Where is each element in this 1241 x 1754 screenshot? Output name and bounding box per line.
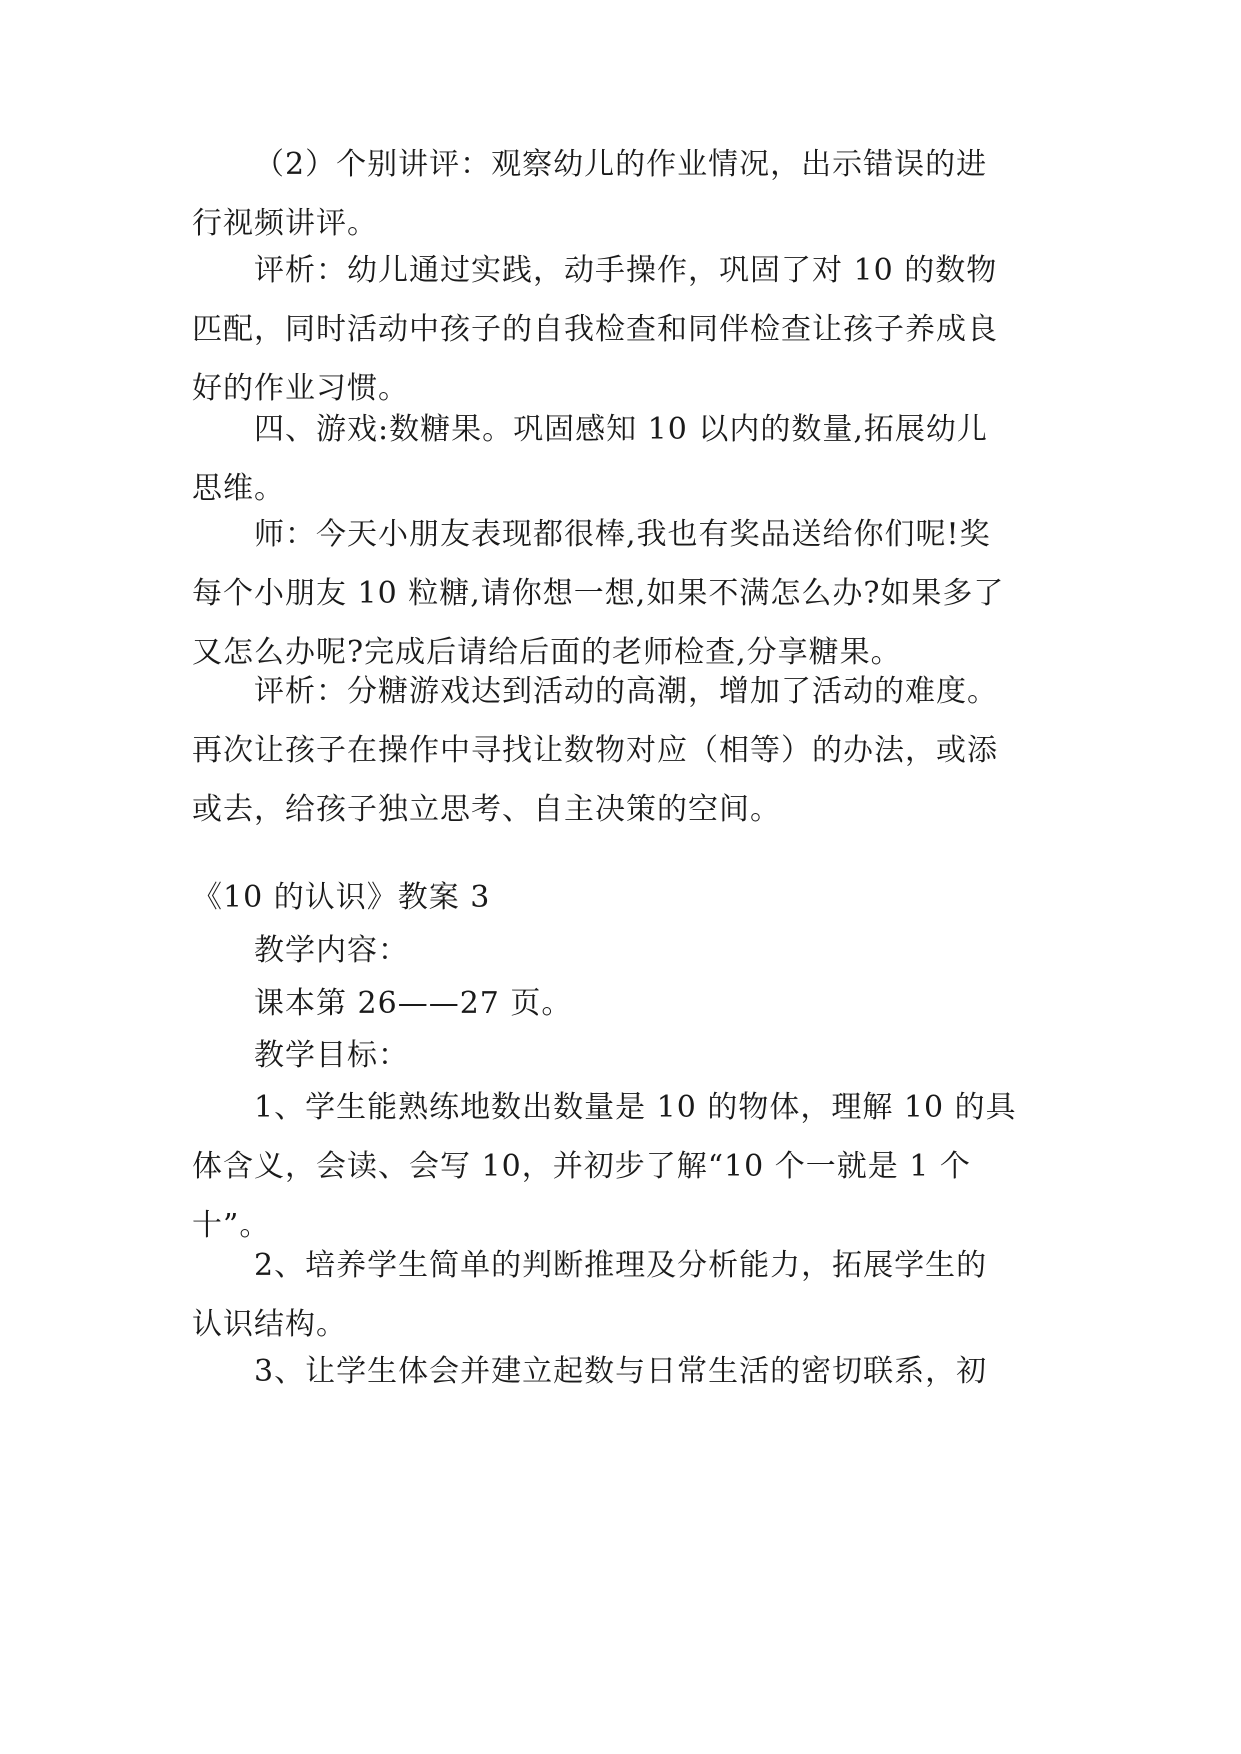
- text-line: 好的作业习惯。: [192, 371, 409, 406]
- text-line: 1、学生能熟练地数出数量是 10 的物体，理解 10 的具: [254, 1090, 1017, 1125]
- text-line: 课本第 26——27 页。: [254, 986, 573, 1021]
- paragraph-goal-3: [192, 1342, 1052, 1401]
- text-line: 又怎么办呢?完成后请给后面的老师检查,分享糖果。: [192, 635, 902, 670]
- text-line: 3、让学生体会并建立起数与日常生活的密切联系，初: [254, 1354, 988, 1389]
- text-line: 十”。: [192, 1208, 271, 1243]
- text-line: 每个小朋友 10 粒糖,请你想一想,如果不满怎么办?如果多了: [192, 576, 1005, 611]
- paragraph-analysis-1: [192, 241, 1052, 418]
- text-line: 师：今天小朋友表现都很棒,我也有奖品送给你们呢!奖: [254, 517, 991, 552]
- section-title: 《10 的认识》教案 3: [192, 880, 491, 915]
- paragraph-game: [192, 400, 1052, 518]
- text-line: 或去，给孩子独立思考、自主决策的空间。: [192, 792, 781, 827]
- text-line: 认识结构。: [192, 1307, 347, 1342]
- text-line: 体含义，会读、会写 10，并初步了解“10 个一就是 1 个: [192, 1149, 971, 1184]
- paragraph-goal-1: [192, 1078, 1052, 1255]
- text-line: 行视频讲评。: [192, 206, 378, 241]
- text-line: 2、培养学生简单的判断推理及分析能力，拓展学生的: [254, 1248, 988, 1283]
- text-line: 评析：分糖游戏达到活动的高潮，增加了活动的难度。: [254, 674, 998, 709]
- paragraph-individual-review: [192, 135, 1052, 253]
- paragraph-teaching-content-label: [192, 921, 1052, 980]
- paragraph-goal-2: [192, 1236, 1052, 1354]
- text-line: （2）个别讲评：观察幼儿的作业情况，出示错误的进: [254, 147, 988, 182]
- paragraph-teacher: [192, 505, 1052, 682]
- text-line: 匹配，同时活动中孩子的自我检查和同伴检查让孩子养成良: [192, 312, 998, 347]
- text-line: 评析：幼儿通过实践，动手操作，巩固了对 10 的数物: [254, 253, 998, 288]
- text-line: 四、游戏:数糖果。巩固感知 10 以内的数量,拓展幼儿: [254, 412, 988, 447]
- paragraph-teaching-goals-label: [192, 1026, 1052, 1085]
- paragraph-analysis-2: [192, 662, 1052, 839]
- paragraph-teaching-content: [192, 974, 1052, 1033]
- text-line: 教学内容：: [254, 933, 409, 968]
- text-line: 再次让孩子在操作中寻找让数物对应（相等）的办法，或添: [192, 733, 998, 768]
- text-line: 思维。: [192, 471, 285, 506]
- text-line: 教学目标：: [254, 1038, 409, 1073]
- section-heading: [192, 868, 1052, 927]
